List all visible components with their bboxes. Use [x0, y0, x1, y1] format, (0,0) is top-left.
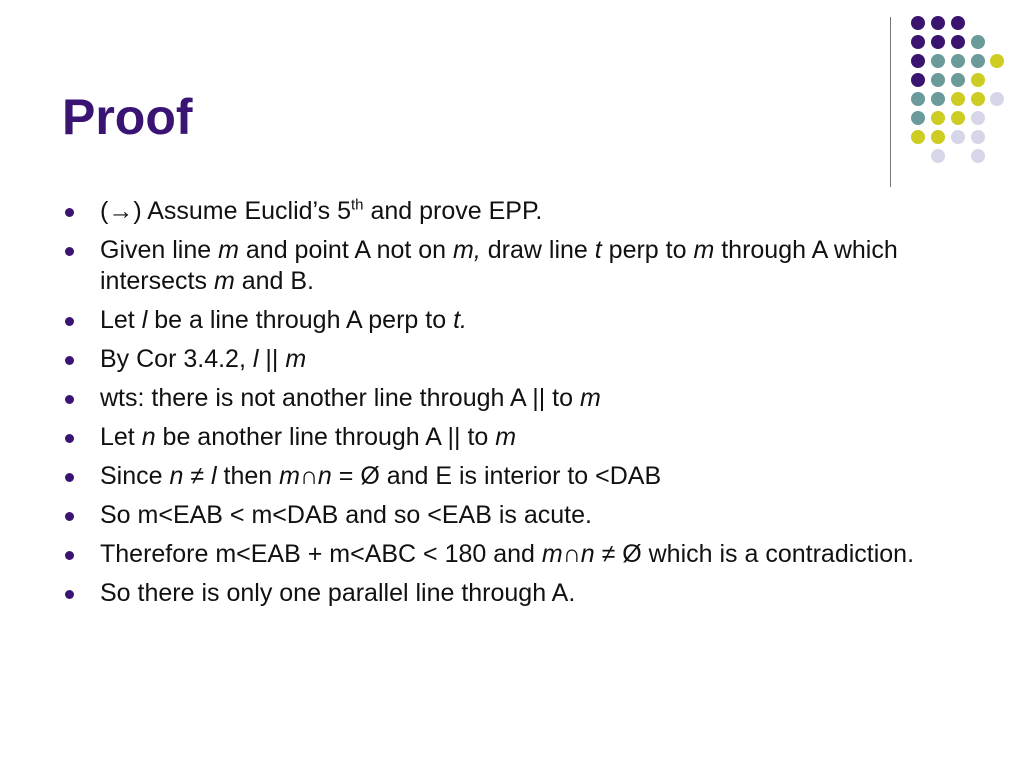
bullet-text: m, [453, 236, 481, 264]
decor-dot [931, 130, 945, 144]
bullet-text: n ≠ l [169, 462, 217, 490]
decor-dot [971, 130, 985, 144]
bullet-item [62, 383, 962, 414]
bullet-text: Therefore m<EAB + m<ABC < 180 and [100, 540, 542, 568]
decor-dot [971, 92, 985, 106]
bullet-text: wts: there is not another line through A || to [100, 384, 580, 412]
decor-dot [911, 73, 925, 87]
bullet-text: and point A not on [238, 236, 454, 264]
decor-dot [951, 130, 965, 144]
decor-dot [931, 73, 945, 87]
bullet-text: So there is only one parallel line through A. [100, 579, 576, 607]
decor-dot [951, 35, 965, 49]
bullet-text: By Cor 3.4.2, [100, 345, 253, 373]
bullet-text: n [317, 462, 332, 490]
bullet-text: then [216, 462, 280, 490]
bullet-item [62, 461, 962, 492]
superscript-text: th [351, 196, 364, 214]
bullet-text: m [579, 384, 601, 412]
bullet-item [62, 422, 962, 453]
bullet-text: So m<EAB < m<DAB and so <EAB is acute. [100, 501, 592, 529]
decor-dot [971, 54, 985, 68]
bullet-item [62, 578, 962, 609]
bullet-text: m [279, 462, 300, 490]
bullet-text: m [693, 236, 715, 264]
bullet-text: l [252, 345, 259, 373]
bullet-text: Given line [100, 236, 219, 264]
decor-dot [931, 54, 945, 68]
bullet-text: and prove EPP. [363, 197, 543, 225]
bullet-item [62, 500, 962, 531]
bullet-text: be another line through A || to [155, 423, 496, 451]
bullet-text: = Ø and E is interior to <DAB [331, 462, 662, 490]
bullet-text: Let [100, 306, 142, 334]
bullet-text: (→) Assume Euclid’s 5 [100, 197, 352, 225]
bullet-text: t. [453, 306, 467, 334]
bullet-list [62, 196, 962, 617]
decor-dot [931, 92, 945, 106]
decor-dot [951, 16, 965, 30]
decor-dot [951, 111, 965, 125]
slide-title: Proof [62, 89, 193, 145]
decor-dot [951, 73, 965, 87]
bullet-text: n [580, 540, 595, 568]
decor-dot [911, 111, 925, 125]
bullet-text: Let [100, 423, 142, 451]
decor-dot [911, 54, 925, 68]
bullet-text: l [141, 306, 148, 334]
decor-dot [911, 92, 925, 106]
bullet-item [62, 539, 962, 570]
decor-dot [911, 16, 925, 30]
bullet-text: and B. [234, 267, 314, 295]
bullet-text: ≠ Ø which is a contradiction. [594, 540, 915, 568]
decor-dot [951, 54, 965, 68]
bullet-item [62, 344, 962, 375]
bullet-text: t [594, 236, 602, 264]
decor-dot [931, 16, 945, 30]
decor-dot [990, 92, 1004, 106]
decor-dot [931, 149, 945, 163]
decor-dot [971, 35, 985, 49]
bullet-text: draw line [480, 236, 595, 264]
decor-dot [931, 35, 945, 49]
divider-line [890, 17, 891, 187]
decor-dot [951, 92, 965, 106]
bullet-text: m [213, 267, 235, 295]
decor-dot [971, 149, 985, 163]
bullet-text: perp to [601, 236, 694, 264]
decor-dot [911, 35, 925, 49]
bullet-text: ∩ [299, 462, 318, 490]
bullet-text: be a line through A perp to [147, 306, 454, 334]
bullet-text: m [541, 540, 563, 568]
bullet-text: ∩ [562, 540, 581, 568]
bullet-text: m [495, 423, 517, 451]
bullet-item [62, 305, 962, 336]
bullet-text: n [141, 423, 156, 451]
bullet-item [62, 196, 962, 227]
bullet-text: m [218, 236, 239, 264]
decor-dot [911, 130, 925, 144]
decor-dot [990, 54, 1004, 68]
bullet-text: m [285, 345, 307, 373]
bullet-text: Since [100, 462, 170, 490]
bullet-item [62, 235, 962, 297]
bullet-text: through A which intersects [100, 236, 898, 295]
bullet-text: || [258, 345, 286, 373]
decor-dot [971, 111, 985, 125]
decor-dot [971, 73, 985, 87]
decor-dot [931, 111, 945, 125]
